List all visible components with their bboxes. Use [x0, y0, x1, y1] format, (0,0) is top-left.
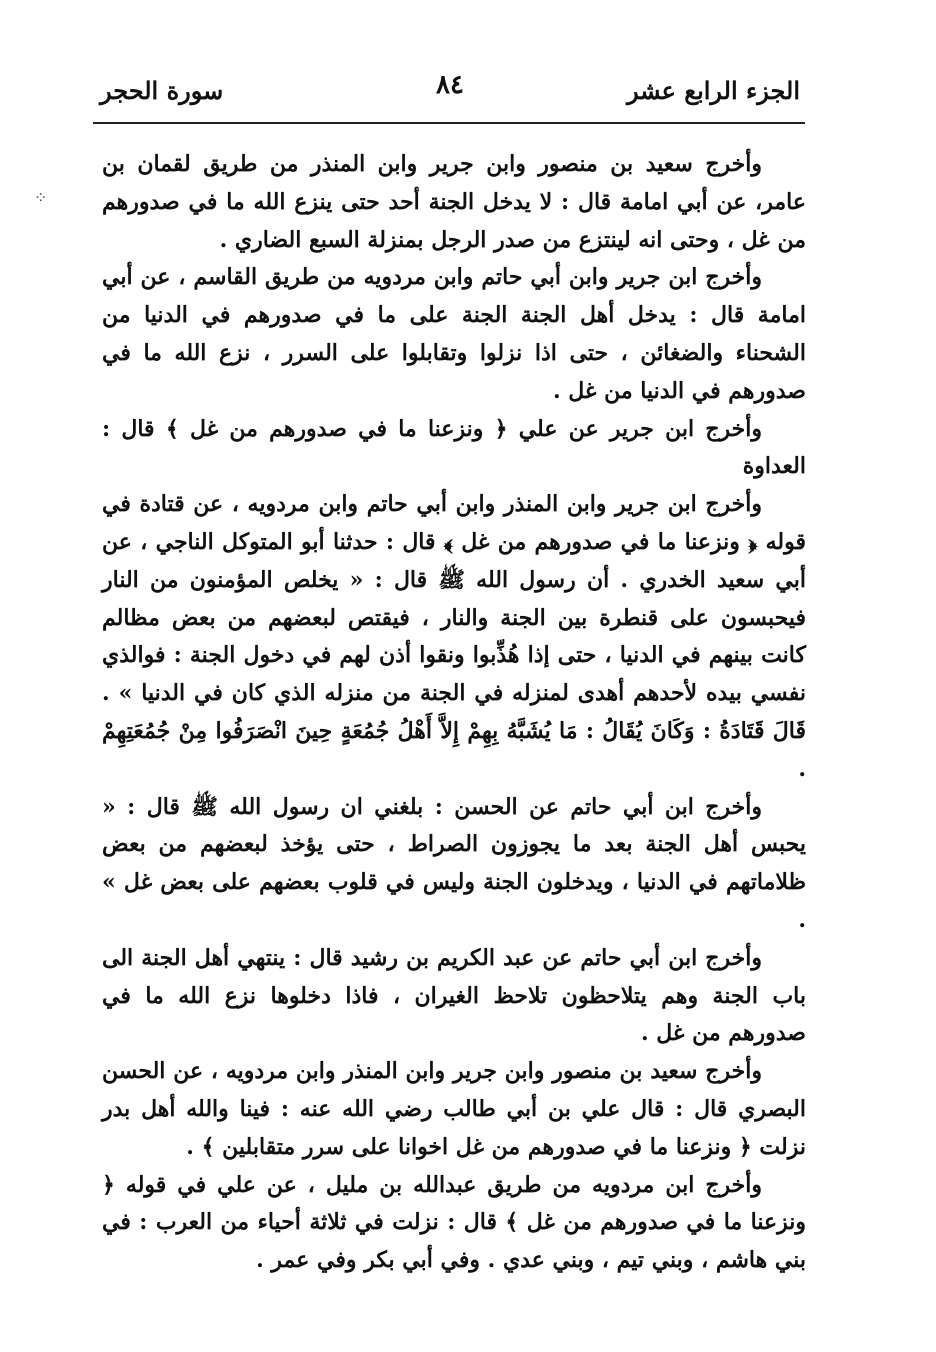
- paragraph: وأخرج ابن جرير وابن المنذر وابن أبي حاتم وابن مردويه ، عن قتادة في قوله ﴿ ونزعنا ما في صدورهم من غل ﴾ قال : حدثنا أبو المتوكل الناجي ، عن أبي سعيد الخدري . أن رسول الله ﷺ قال : « يخلص المؤمنون من النار فيحبسون على قنطرة بين الجنة والنار ، فيقتص لبعضهم من بعض مظالم كانت بينهم في الدنيا ، حتى إذا هُذِّبوا ونقوا أذن لهم في دخول الجنة : فوالذي نفسي بيده لأحدهم أهدى لمنزله في الجنة من منزله الذي كان في الدنيا » . قَالَ قَتَادَةُ : وَكَانَ يُقَالُ : مَا يُشَبَّهُ بِهِمْ إِلاَّ أَهْلُ جُمُعَةٍ حِينَ انْصَرَفُوا مِنْ جُمُعَتِهِمْ .: [102, 491, 806, 782]
- surah-title: سورة الحجر: [100, 76, 224, 105]
- page-number: ٨٤: [436, 70, 464, 100]
- paragraph: وأخرج ابن مردويه من طريق عبدالله بن مليل ، عن علي في قوله ﴿ ونزعنا ما في صدورهم من غل ﴾ قال : نزلت في ثلاثة أحياء من العرب : في بني هاشم ، وبني تيم ، وبني عدي . وفي أبي بكر وفي عمر .: [102, 1171, 806, 1274]
- body-text: [102, 146, 806, 1280]
- paragraph: وأخرج ابن أبي حاتم عن الحسن : بلغني ان رسول الله ﷺ قال : « يحبس أهل الجنة بعد ما يجوزون الصراط ، حتى يؤخذ لبعضهم من بعض ظلاماتهم في الدنيا ، ويدخلون الجنة وليس في قلوب بعضهم على بعض غل » .: [102, 793, 806, 933]
- paragraph: وأخرج ابن أبي حاتم عن عبد الكريم بن رشيد قال : ينتهي أهل الجنة الى باب الجنة وهم يتلاحظون تلاحظ الغيران ، فاذا دخلوها نزع الله ما في صدورهم من غل .: [102, 944, 806, 1047]
- page-header: [100, 70, 800, 116]
- juz-title: الجزء الرابع عشر: [626, 76, 800, 105]
- paragraph: وأخرج ابن جرير وابن أبي حاتم وابن مردويه من طريق القاسم ، عن أبي امامة قال : يدخل أهل الجنة الجنة على ما في صدورهم في الدنيا من الشحناء والضغائن ، حتى اذا نزلوا وتقابلوا على السرر ، نزع الله ما في صدورهم في الدنيا من غل .: [102, 264, 806, 404]
- paragraph: وأخرج سعيد بن منصور وابن جرير وابن المنذر وابن مردويه ، عن الحسن البصري قال : قال علي بن أبي طالب رضي الله عنه : فينا والله أهل بدر نزلت ﴿ ونزعنا ما في صدورهم من غل اخوانا على سرر متقابلين ﴾ .: [102, 1058, 806, 1160]
- paragraph: وأخرج ابن جرير عن علي ﴿ ونزعنا ما في صدورهم من غل ﴾ قال : العداوة: [102, 415, 806, 480]
- margin-mark: ⁘: [34, 188, 48, 207]
- paragraph: وأخرج سعيد بن منصور وابن جرير وابن المنذر من طريق لقمان بن عامر، عن أبي امامة قال : لا يدخل الجنة أحد حتى ينزع الله ما في صدورهم من غل ، وحتى انه لينتزع من صدر الرجل بمنزلة السبع الضاري .: [102, 151, 806, 253]
- header-rule: [93, 122, 805, 124]
